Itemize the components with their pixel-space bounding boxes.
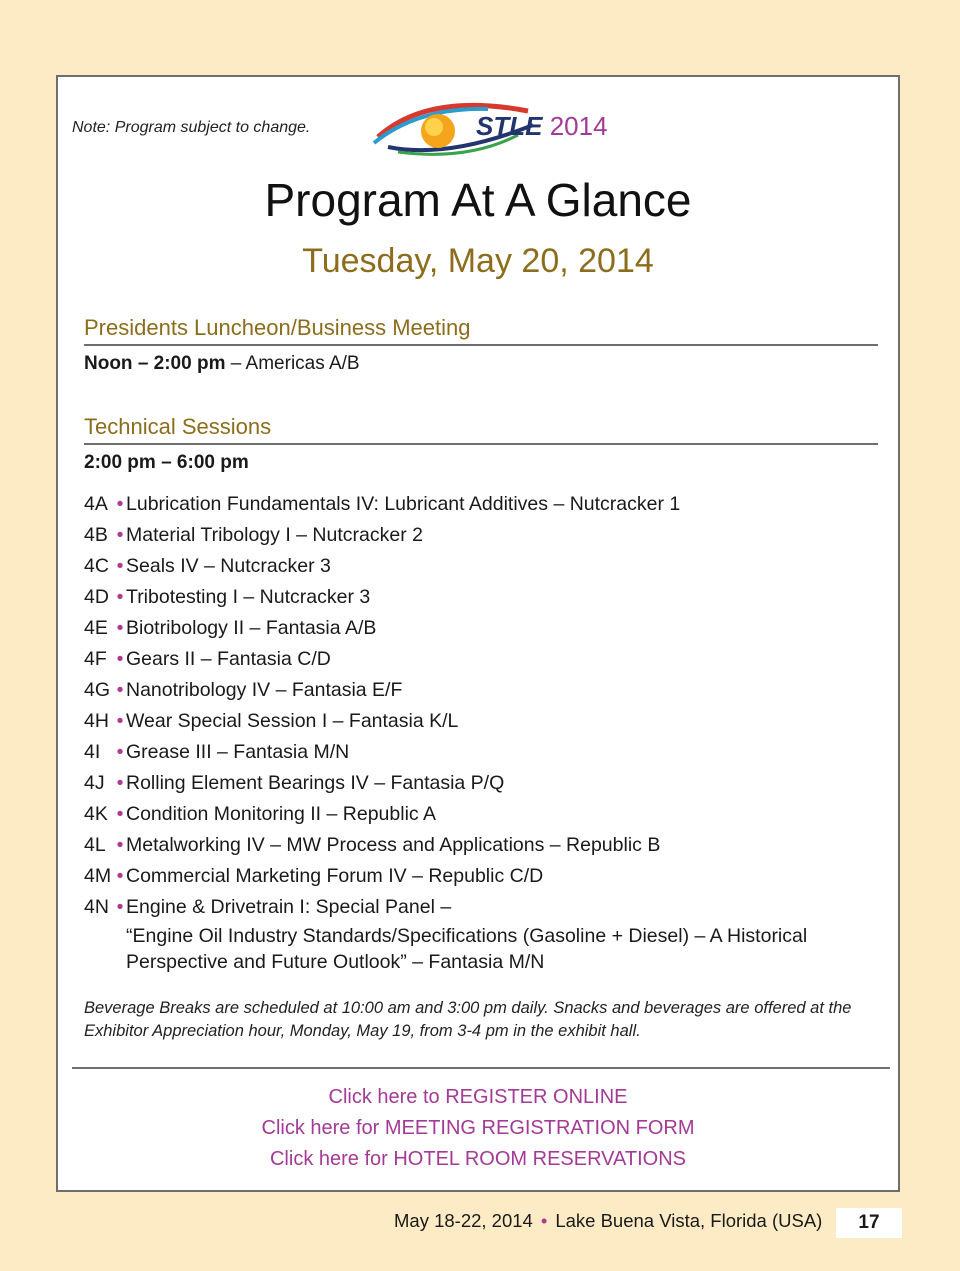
session-list — [84, 489, 874, 975]
bullet-icon: • — [116, 555, 124, 577]
session-code: 4E — [84, 617, 108, 639]
page-number: 17 — [836, 1208, 902, 1238]
session-item — [84, 799, 874, 830]
session-text: Wear Special Session I – Fantasia K/L — [126, 710, 459, 732]
session-item — [84, 582, 874, 613]
bullet-icon: • — [116, 772, 124, 794]
session-code: 4H — [84, 710, 109, 732]
session-item — [84, 520, 874, 551]
bullet-icon: • — [116, 803, 124, 825]
bullet-icon: • — [116, 834, 124, 856]
session-item — [84, 892, 874, 923]
session-code: 4N — [84, 896, 109, 918]
session-item — [84, 551, 874, 582]
session-item — [84, 861, 874, 892]
luncheon-location: – Americas A/B — [225, 353, 360, 374]
bullet-icon: • — [116, 679, 124, 701]
program-card — [56, 75, 900, 1192]
registration-form-link[interactable]: Click here for MEETING REGISTRATION FORM — [261, 1117, 695, 1139]
beverage-note — [84, 997, 874, 1043]
session-code: 4K — [84, 803, 108, 825]
bullet-icon: • — [116, 493, 124, 515]
beverage-note-line: Beverage Breaks are scheduled at 10:00 am and 3:00 pm daily. Snacks and beverages are offered at the — [84, 999, 852, 1017]
session-code: 4D — [84, 586, 109, 608]
footer-location: Lake Buena Vista, Florida (USA) — [555, 1210, 823, 1231]
luncheon-heading: Presidents Luncheon/Business Meeting — [84, 315, 878, 346]
logo-year: 2014 — [549, 111, 608, 141]
session-item — [84, 768, 874, 799]
hotel-reservations-link[interactable]: Click here for HOTEL ROOM RESERVATIONS — [269, 1148, 686, 1170]
bullet-icon: • — [116, 710, 124, 732]
session-text: Commercial Marketing Forum IV – Republic C/D — [126, 865, 544, 887]
technical-heading: Technical Sessions — [84, 414, 878, 445]
session-text: Nanotribology IV – Fantasia E/F — [126, 679, 403, 701]
session-code: 4C — [84, 555, 109, 577]
session-text: Engine & Drivetrain I: Special Panel – — [126, 896, 452, 918]
bullet-icon: • — [116, 896, 124, 918]
session-text: Tribotesting I – Nutcracker 3 — [126, 586, 371, 608]
session-code: 4A — [84, 493, 108, 515]
bullet-icon: • — [116, 648, 124, 670]
session-item — [84, 613, 874, 644]
session-code: 4G — [84, 679, 111, 701]
bullet-icon: • — [116, 524, 124, 546]
session-text: Gears II – Fantasia C/D — [126, 648, 331, 670]
session-code: 4M — [84, 865, 112, 887]
page-footer — [394, 1210, 822, 1232]
session-code: 4F — [84, 648, 107, 670]
session-text: Material Tribology I – Nutcracker 2 — [126, 524, 423, 546]
session-code: 4J — [84, 772, 105, 794]
session-code: 4I — [84, 741, 101, 763]
luncheon-time: Noon – 2:00 pm — [84, 353, 226, 374]
session-text: Lubrication Fundamentals IV: Lubricant Additives – Nutcracker 1 — [126, 493, 681, 515]
session-item — [84, 737, 874, 768]
technical-time: 2:00 pm – 6:00 pm — [84, 452, 249, 473]
page-title: Program At A Glance — [264, 174, 692, 226]
footer-dates: May 18-22, 2014 — [394, 1210, 533, 1231]
bullet-icon: • — [116, 865, 124, 887]
session-continuation: Perspective and Future Outlook” – Fantasia M/N — [126, 951, 545, 973]
stle-logo-text — [476, 111, 608, 142]
luncheon-line — [84, 353, 360, 375]
session-text: Seals IV – Nutcracker 3 — [126, 555, 331, 577]
session-item — [84, 830, 874, 861]
divider — [72, 1067, 890, 1069]
technical-time-line — [84, 452, 249, 474]
register-online-link[interactable]: Click here to REGISTER ONLINE — [328, 1086, 628, 1108]
bullet-icon: • — [116, 586, 124, 608]
session-item — [84, 489, 874, 520]
logo-brand: STLE — [476, 111, 543, 141]
session-text: Grease III – Fantasia M/N — [126, 741, 350, 763]
bullet-icon: • — [116, 741, 124, 763]
program-note: Note: Program subject to change. — [72, 119, 311, 136]
session-item — [84, 706, 874, 737]
session-text: Metalworking IV – MW Process and Applications – Republic B — [126, 834, 661, 856]
session-text: Condition Monitoring II – Republic A — [126, 803, 437, 825]
session-code: 4L — [84, 834, 106, 856]
footer-bullet-icon: • — [540, 1210, 548, 1231]
beverage-note-line: Exhibitor Appreciation hour, Monday, May 19, from 3-4 pm in the exhibit hall. — [84, 1022, 641, 1040]
page-date: Tuesday, May 20, 2014 — [302, 242, 654, 280]
session-code: 4B — [84, 524, 108, 546]
session-item — [84, 644, 874, 675]
registration-links — [58, 1082, 898, 1175]
session-item — [84, 675, 874, 706]
session-continuation: “Engine Oil Industry Standards/Specifications (Gasoline + Diesel) – A Historical — [126, 925, 808, 947]
session-text: Rolling Element Bearings IV – Fantasia P/Q — [126, 772, 505, 794]
session-text: Biotribology II – Fantasia A/B — [126, 617, 377, 639]
bullet-icon: • — [116, 617, 124, 639]
